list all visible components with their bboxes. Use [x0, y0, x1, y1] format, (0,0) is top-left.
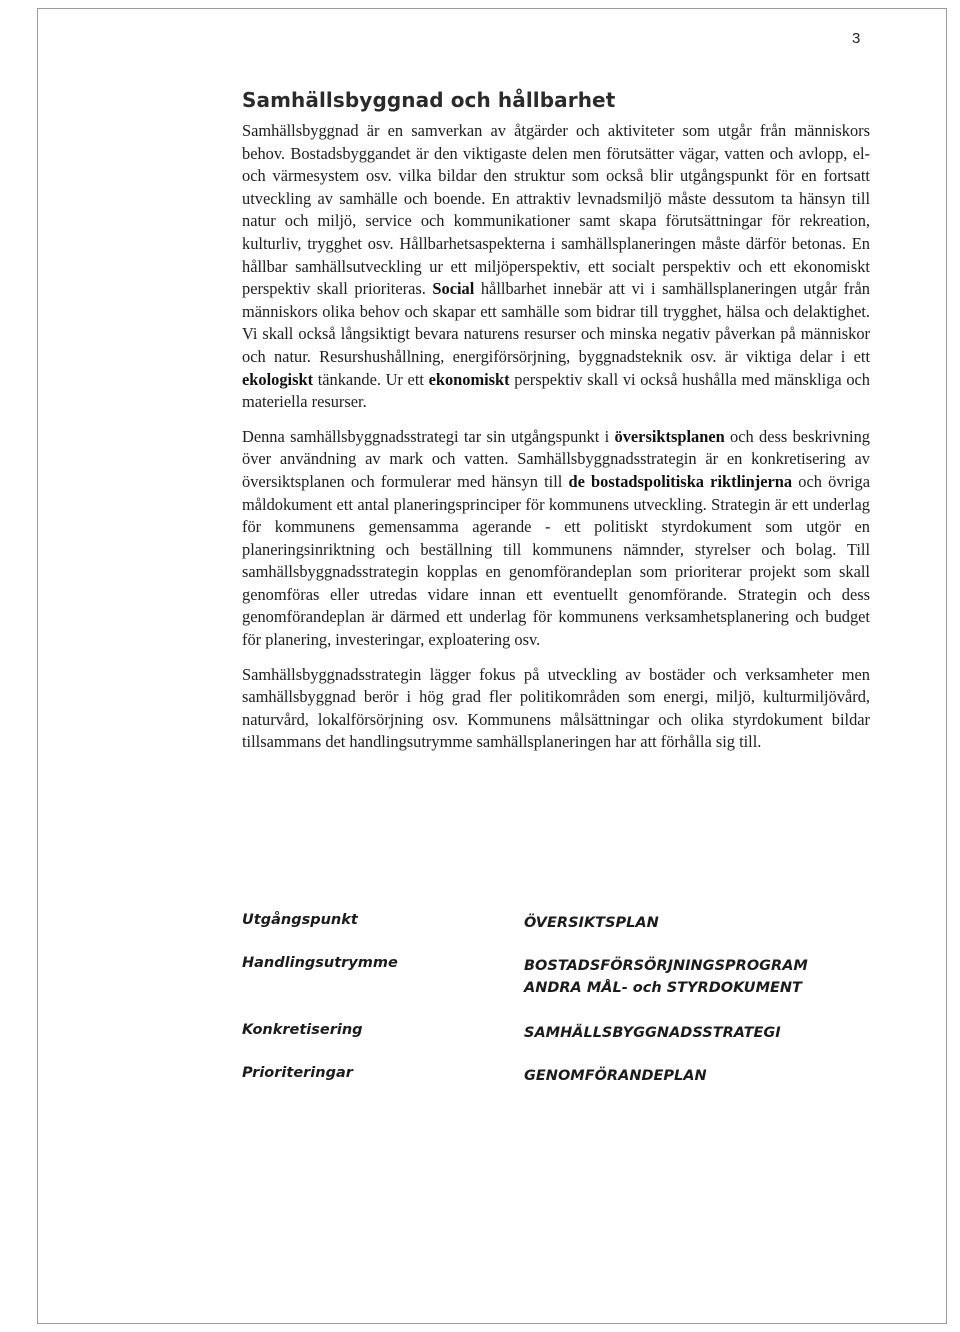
hierarchy-value	[524, 912, 659, 934]
body-text: tänkande. Ur ett	[313, 369, 429, 389]
paragraph-sustainability	[242, 120, 870, 414]
emphasis-text: Social	[432, 279, 475, 299]
hierarchy-value	[524, 1065, 707, 1087]
page-number: 3	[852, 30, 861, 47]
section-heading: Samhällsbyggnad och hållbarhet	[242, 88, 616, 112]
body-text: Samhällsbyggnadsstrategin lägger fokus på utveckling av bostäder och verksamheter men samhällsbyggnad berör i hög grad fler politikområden som energi, miljö, kulturmiljövård, naturvård, lokalförsörjning osv. Kommunens målsättningar och olika styrdokument bildar tillsammans det handlingsutrymme samhällsplaneringen har att förhålla sig till.	[242, 664, 870, 752]
hierarchy-value	[524, 955, 808, 999]
body-text: hållbarhet innebär att vi i samhällsplaneringen utgår från människors olika behov och skapar ett samhälle som bidrar till trygghet, hälsa och delaktighet. Vi skall också långsiktigt bevara naturens resurser och minska negativ påverkan på människor och natur. Resurshushållning, energiförsörjning, byggnadsteknik osv. är viktiga delar i ett	[242, 279, 871, 366]
body-text: Samhällsbyggnad är en samverkan av åtgärder och aktiviteter som utgår från människors behov. Bostadsbyggandet är den viktigaste delen men förutsätter vägar, vatten och avlopp, el- och värmesystem osv. vilka bildar den struktur som också blir utgångspunkt för en fortsatt utveckling av samhälle och boende. En attraktiv levnadsmiljö måste dessutom ta hänsyn till natur och miljö, service och kommunikationer samt skapa förutsättningar för rekreation, kulturliv, trygghet osv. Hållbarhetsaspekterna i samhällsplaneringen måste därför betonas. En hållbar samhällsutveckling ur ett miljöperspektiv, ett socialt perspektiv och ett ekonomiskt perspektiv skall prioriteras.	[242, 121, 870, 299]
hierarchy-value-line: BOSTADSFÖRSÖRJNINGSPROGRAM	[524, 958, 808, 974]
emphasis-text: översiktsplanen	[614, 426, 725, 446]
emphasis-text: ekonomiskt	[428, 369, 510, 389]
emphasis-text: de bostadspolitiska riktlinjerna	[568, 471, 793, 491]
hierarchy-label: Konkretisering	[242, 1022, 363, 1038]
hierarchy-value-line: ÖVERSIKTSPLAN	[524, 915, 659, 931]
emphasis-text: ekologiskt	[242, 369, 314, 389]
paragraph-strategy	[242, 426, 870, 652]
body-text: och övriga måldokument ett antal planeringsprinciper för kommunens utveckling. Strategin är ett underlag för kommunens gemensamma agerande - ett politiskt styrdokument som utgör en planeringsinriktning och beställning till kommunens nämnder, styrelser och bolag. Till samhällsbyggnadsstrategin kopplas en genomförandeplan som prioriterar projekt som skall genomföras eller utredas vidare innan ett eventuellt genomförande. Strategin och dess genomförandeplan är därmed ett underlag för kommunens verksamhetsplanering och budget för planering, investeringar, exploatering osv.	[242, 471, 870, 650]
hierarchy-value	[524, 1022, 781, 1044]
hierarchy-label: Prioriteringar	[242, 1065, 353, 1081]
hierarchy-label: Utgångspunkt	[242, 912, 358, 928]
body-text: och dess beskrivning över användning av mark och vatten. Samhällsbyggnadsstrategin är en konkretisering av översiktsplanen och formulerar med hänsyn till	[242, 426, 871, 491]
body-text: Denna samhällsbyggnadsstrategi tar sin utgångspunkt i	[242, 426, 615, 446]
body-text: perspektiv skall vi också hushålla med mänskliga och materiella resurser.	[242, 369, 870, 412]
document-body	[242, 88, 870, 766]
hierarchy-label: Handlingsutrymme	[242, 955, 398, 971]
hierarchy-value-line: SAMHÄLLSBYGGNADSSTRATEGI	[524, 1025, 781, 1041]
paragraph-focus	[242, 664, 870, 754]
hierarchy-value-line: GENOMFÖRANDEPLAN	[524, 1068, 707, 1084]
hierarchy-value-line: ANDRA MÅL- och STYRDOKUMENT	[524, 980, 802, 996]
